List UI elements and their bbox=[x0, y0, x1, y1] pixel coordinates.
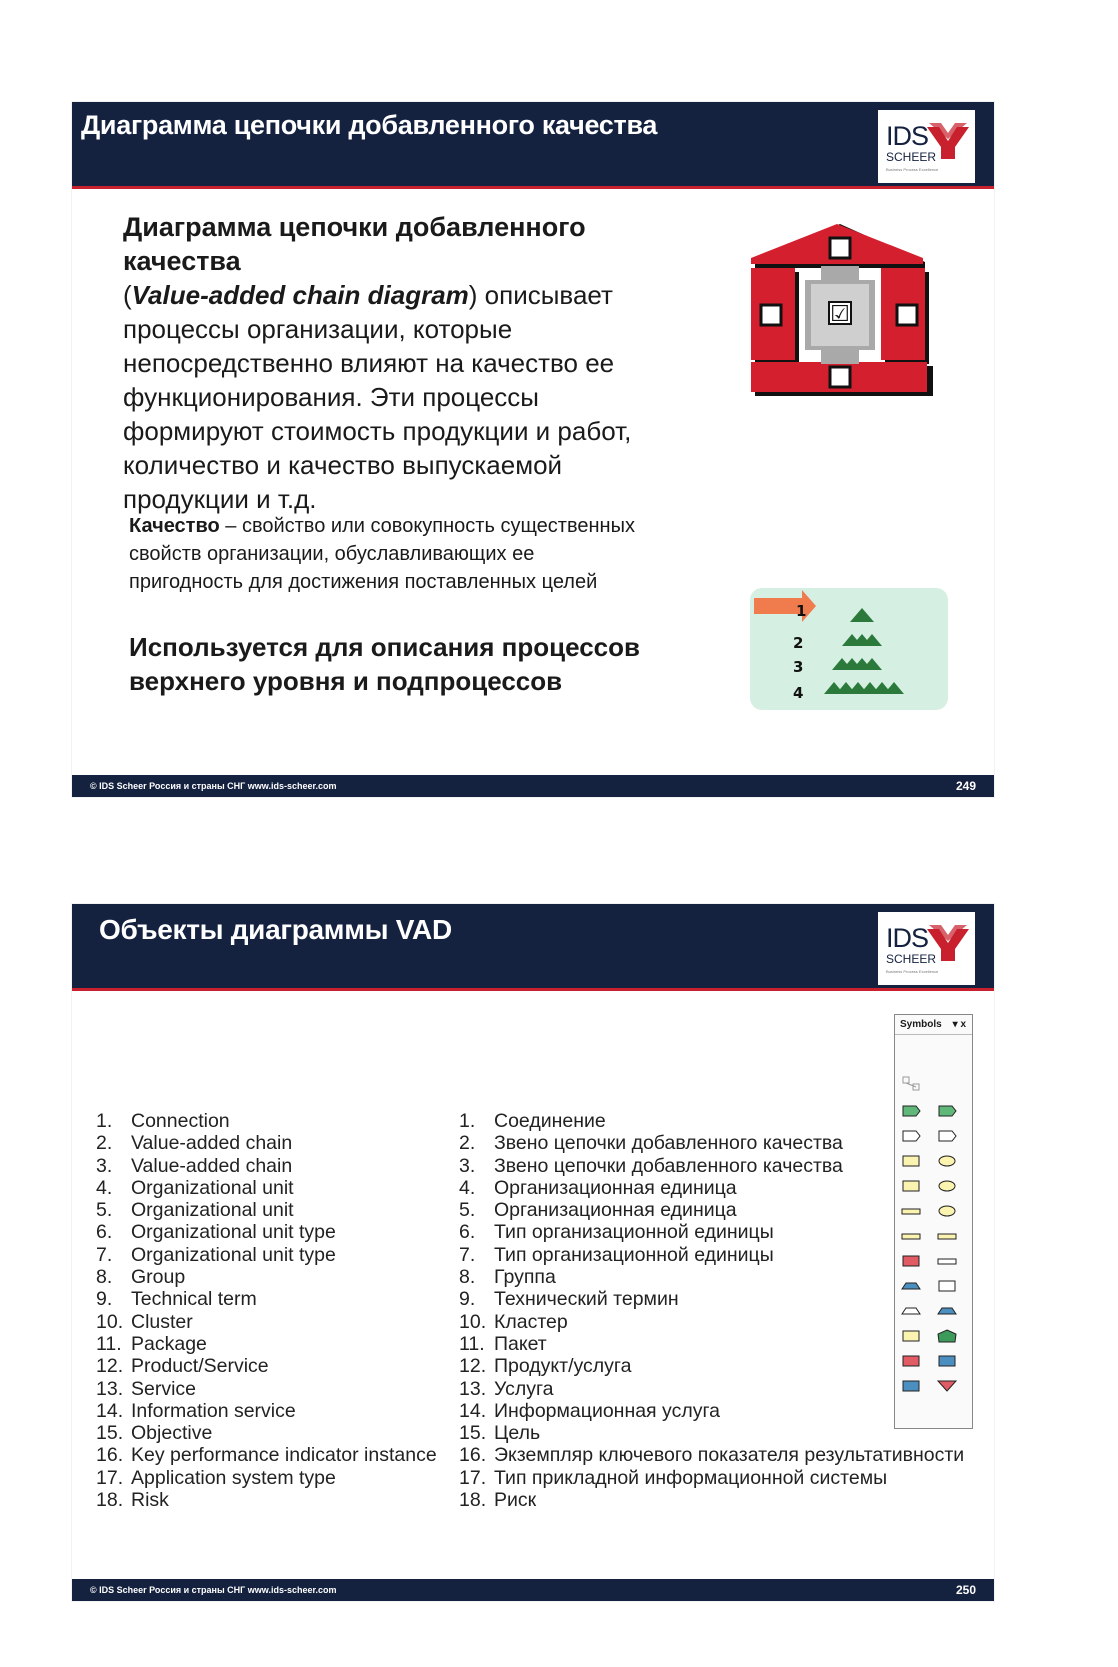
list-item-text: Service bbox=[131, 1377, 197, 1400]
rect-yellow-icon[interactable] bbox=[903, 1181, 919, 1191]
rect-red-icon[interactable] bbox=[903, 1256, 919, 1266]
list-item-number: 18. bbox=[96, 1489, 124, 1512]
ids-scheer-logo bbox=[878, 110, 975, 183]
list-item-text: Пакет bbox=[494, 1332, 547, 1355]
list-item-text: Услуга bbox=[494, 1377, 554, 1400]
list-item-number: 9. bbox=[459, 1288, 476, 1311]
header-accent-line bbox=[72, 186, 994, 189]
symbols-palette[interactable] bbox=[894, 1014, 973, 1429]
trapezoid-blue-icon[interactable] bbox=[938, 1308, 956, 1314]
slide-footer bbox=[72, 1579, 994, 1601]
list-item-number: 3. bbox=[96, 1154, 113, 1177]
list-item-text: Соединение bbox=[494, 1110, 606, 1132]
footer-copyright: © IDS Scheer Россия и страны СНГ www.ids-scheer.com bbox=[90, 1585, 337, 1595]
list-item-number: 14. bbox=[96, 1399, 124, 1422]
value-added-chain-outline-icon[interactable] bbox=[939, 1131, 956, 1141]
list-item-text: Организационная единица bbox=[494, 1176, 737, 1199]
list-item-number: 4. bbox=[96, 1176, 113, 1199]
rect-red-icon[interactable] bbox=[903, 1356, 919, 1366]
list-item-text: Product/Service bbox=[131, 1355, 269, 1378]
list-item-number: 7. bbox=[96, 1243, 113, 1266]
level-arrow-icon bbox=[754, 590, 816, 622]
list-item-number: 6. bbox=[96, 1221, 113, 1244]
list-item-text: Connection bbox=[131, 1110, 230, 1132]
slide-header bbox=[72, 102, 994, 186]
list-item-number: 1. bbox=[96, 1110, 113, 1132]
slide-250 bbox=[72, 904, 994, 1601]
list-item-text: Organizational unit type bbox=[131, 1243, 336, 1266]
list-item-text: Организационная единица bbox=[494, 1199, 737, 1222]
list-item-number: 7. bbox=[459, 1243, 476, 1266]
checkmark-icon: ☑ bbox=[830, 302, 850, 327]
list-item-text: Risk bbox=[131, 1489, 169, 1512]
slide-title: Диаграмма цепочки добавленного качества bbox=[81, 110, 658, 140]
list-item-number: 2. bbox=[96, 1132, 113, 1155]
list-item-text: Тип организационной единицы bbox=[494, 1221, 774, 1244]
list-item-number: 17. bbox=[459, 1466, 487, 1489]
logo-sub-text: SCHEER bbox=[886, 150, 937, 164]
list-item-text: Information service bbox=[131, 1399, 296, 1422]
list-item-number: 8. bbox=[459, 1266, 476, 1289]
house-quality-icon bbox=[747, 224, 933, 399]
list-item-text: Package bbox=[131, 1332, 207, 1355]
ellipse-yellow-icon[interactable] bbox=[939, 1156, 955, 1166]
rect-blue-icon[interactable] bbox=[939, 1356, 955, 1366]
value-added-chain-green-icon[interactable] bbox=[903, 1106, 920, 1116]
palette-title: Symbols bbox=[900, 1019, 942, 1030]
list-item-text: Цель bbox=[494, 1422, 541, 1445]
diagram-english-term: Value-added chain diagram bbox=[131, 280, 469, 310]
value-added-chain-green-icon[interactable] bbox=[939, 1106, 956, 1116]
list-item-text: Value-added chain bbox=[131, 1132, 293, 1155]
quality-definition-body: – свойство или совокупность существенных свойств организации, обуславливающих ее пригодность для достижения поставленных целей bbox=[129, 515, 635, 593]
list-item-text: Звено цепочки добавленного качества bbox=[494, 1132, 843, 1155]
list-item-text: Экземпляр ключевого показателя результативности bbox=[494, 1444, 965, 1467]
logo-sub-text: SCHEER bbox=[886, 952, 937, 966]
list-item-number: 2. bbox=[459, 1132, 476, 1155]
list-item-number: 18. bbox=[459, 1489, 487, 1512]
logo-mark-icon bbox=[927, 925, 969, 963]
level-1: 1 bbox=[796, 602, 807, 620]
palette-header bbox=[895, 1015, 972, 1035]
slide-249 bbox=[72, 102, 994, 797]
pentagon-green-icon[interactable] bbox=[938, 1330, 956, 1342]
list-item-number: 16. bbox=[96, 1444, 124, 1467]
pyramid-triangles bbox=[824, 608, 904, 694]
list-item-text: Группа bbox=[494, 1266, 556, 1289]
list-item-number: 13. bbox=[459, 1377, 487, 1400]
list-item-text: Продукт/услуга bbox=[494, 1355, 632, 1378]
page-number: 250 bbox=[955, 1583, 976, 1597]
list-item-number: 1. bbox=[459, 1110, 476, 1132]
list-item-number: 15. bbox=[459, 1422, 487, 1445]
list-item-number: 3. bbox=[459, 1154, 476, 1177]
list-item-text: Информационная услуга bbox=[494, 1399, 720, 1422]
list-item-text: Тип прикладной информационной системы bbox=[494, 1466, 888, 1489]
rect-thin-white-icon[interactable] bbox=[938, 1259, 956, 1264]
list-item-text: Технический термин bbox=[494, 1288, 679, 1311]
level-4: 4 bbox=[793, 684, 804, 702]
level-3: 3 bbox=[793, 658, 804, 676]
quality-term: Качество bbox=[129, 515, 220, 537]
page-number: 249 bbox=[955, 779, 976, 793]
list-item-text: Value-added chain bbox=[131, 1154, 293, 1177]
trapezoid-white-icon[interactable] bbox=[902, 1308, 920, 1314]
logo-main-text: IDS bbox=[886, 923, 929, 953]
list-item-text: Application system type bbox=[131, 1466, 336, 1489]
list-item-text: Organizational unit type bbox=[131, 1221, 336, 1244]
list-item-number: 5. bbox=[459, 1199, 476, 1222]
list-item-number: 11. bbox=[459, 1332, 485, 1355]
list-item-number: 17. bbox=[96, 1466, 124, 1489]
quality-definition bbox=[129, 512, 649, 596]
list-item-number: 10. bbox=[96, 1310, 124, 1333]
list-item-number: 10. bbox=[459, 1310, 487, 1333]
list-item-text: Organizational unit bbox=[131, 1176, 294, 1199]
ellipse-yellow-icon[interactable] bbox=[939, 1206, 955, 1216]
slide-title: Объекты диаграммы VAD bbox=[99, 914, 452, 945]
usage-note: Используется для описания процессов верхнего уровня и подпроцессов bbox=[129, 632, 640, 696]
footer-copyright: © IDS Scheer Россия и страны СНГ www.ids-scheer.com bbox=[90, 781, 337, 791]
open-paren: ( bbox=[123, 280, 132, 310]
rect-thin-yellow-icon[interactable] bbox=[902, 1234, 920, 1239]
list-item-number: 13. bbox=[96, 1377, 124, 1400]
logo-tagline: Business Process Excellence bbox=[886, 969, 939, 974]
ellipse-yellow-icon[interactable] bbox=[939, 1181, 955, 1191]
list-item-number: 5. bbox=[96, 1199, 113, 1222]
rect-blue-icon[interactable] bbox=[903, 1381, 919, 1391]
logo-tagline: Business Process Excellence bbox=[886, 167, 939, 172]
triangle-red-icon[interactable] bbox=[938, 1381, 956, 1391]
list-item-number: 15. bbox=[96, 1422, 124, 1445]
rect-thin-yellow-icon[interactable] bbox=[938, 1234, 956, 1239]
list-item-text: Key performance indicator instance bbox=[131, 1444, 437, 1467]
list-item-text: Тип организационной единицы bbox=[494, 1243, 774, 1266]
level-2: 2 bbox=[793, 634, 804, 652]
palette-symbol-grid bbox=[895, 1075, 972, 1415]
list-item-text: Кластер bbox=[494, 1310, 568, 1333]
rect-thin-yellow-icon[interactable] bbox=[902, 1209, 920, 1214]
list-item-number: 9. bbox=[96, 1288, 113, 1311]
diagram-name: Диаграмма цепочки добавленного качества bbox=[123, 212, 586, 276]
description-paragraph bbox=[123, 210, 663, 516]
list-item-number: 12. bbox=[459, 1355, 487, 1378]
description-body: ) описывает процессы организации, которые непосредственно влияют на качество ее функционирования. Эти процессы формируют стоимость продукции и работ, количество и качество выпускаемой продукции и т.д. bbox=[123, 280, 632, 514]
list-item-text: Cluster bbox=[131, 1310, 193, 1333]
connection-icon[interactable] bbox=[903, 1077, 919, 1090]
trapezoid-blue-icon[interactable] bbox=[902, 1283, 920, 1289]
rect-yellow-icon[interactable] bbox=[903, 1156, 919, 1166]
header-accent-line bbox=[72, 988, 994, 991]
list-item-text: Technical term bbox=[131, 1288, 257, 1311]
level-pyramid-icon bbox=[750, 588, 948, 710]
slide-header bbox=[72, 904, 994, 988]
rect-yellow-icon[interactable] bbox=[903, 1331, 919, 1341]
list-item-number: 4. bbox=[459, 1176, 476, 1199]
logo-mark-icon bbox=[927, 123, 969, 161]
rect-white-icon[interactable] bbox=[939, 1281, 955, 1291]
value-added-chain-outline-icon[interactable] bbox=[903, 1131, 920, 1141]
logo-main-text: IDS bbox=[886, 121, 929, 151]
levels-card bbox=[750, 588, 948, 710]
palette-controls[interactable]: ▾ x bbox=[952, 1019, 966, 1030]
ids-scheer-logo bbox=[878, 912, 975, 985]
list-item-number: 8. bbox=[96, 1266, 113, 1289]
list-item-text: Звено цепочки добавленного качества bbox=[494, 1154, 843, 1177]
list-item-number: 12. bbox=[96, 1355, 124, 1378]
list-item-text: Group bbox=[131, 1266, 186, 1289]
slide-footer bbox=[72, 775, 994, 797]
list-item-text: Objective bbox=[131, 1422, 213, 1445]
list-item-text: Organizational unit bbox=[131, 1199, 294, 1222]
list-item-number: 16. bbox=[459, 1444, 487, 1467]
list-item-number: 11. bbox=[96, 1332, 122, 1355]
list-item-text: Риск bbox=[494, 1489, 537, 1512]
list-item-number: 6. bbox=[459, 1221, 476, 1244]
list-item-number: 14. bbox=[459, 1399, 487, 1422]
